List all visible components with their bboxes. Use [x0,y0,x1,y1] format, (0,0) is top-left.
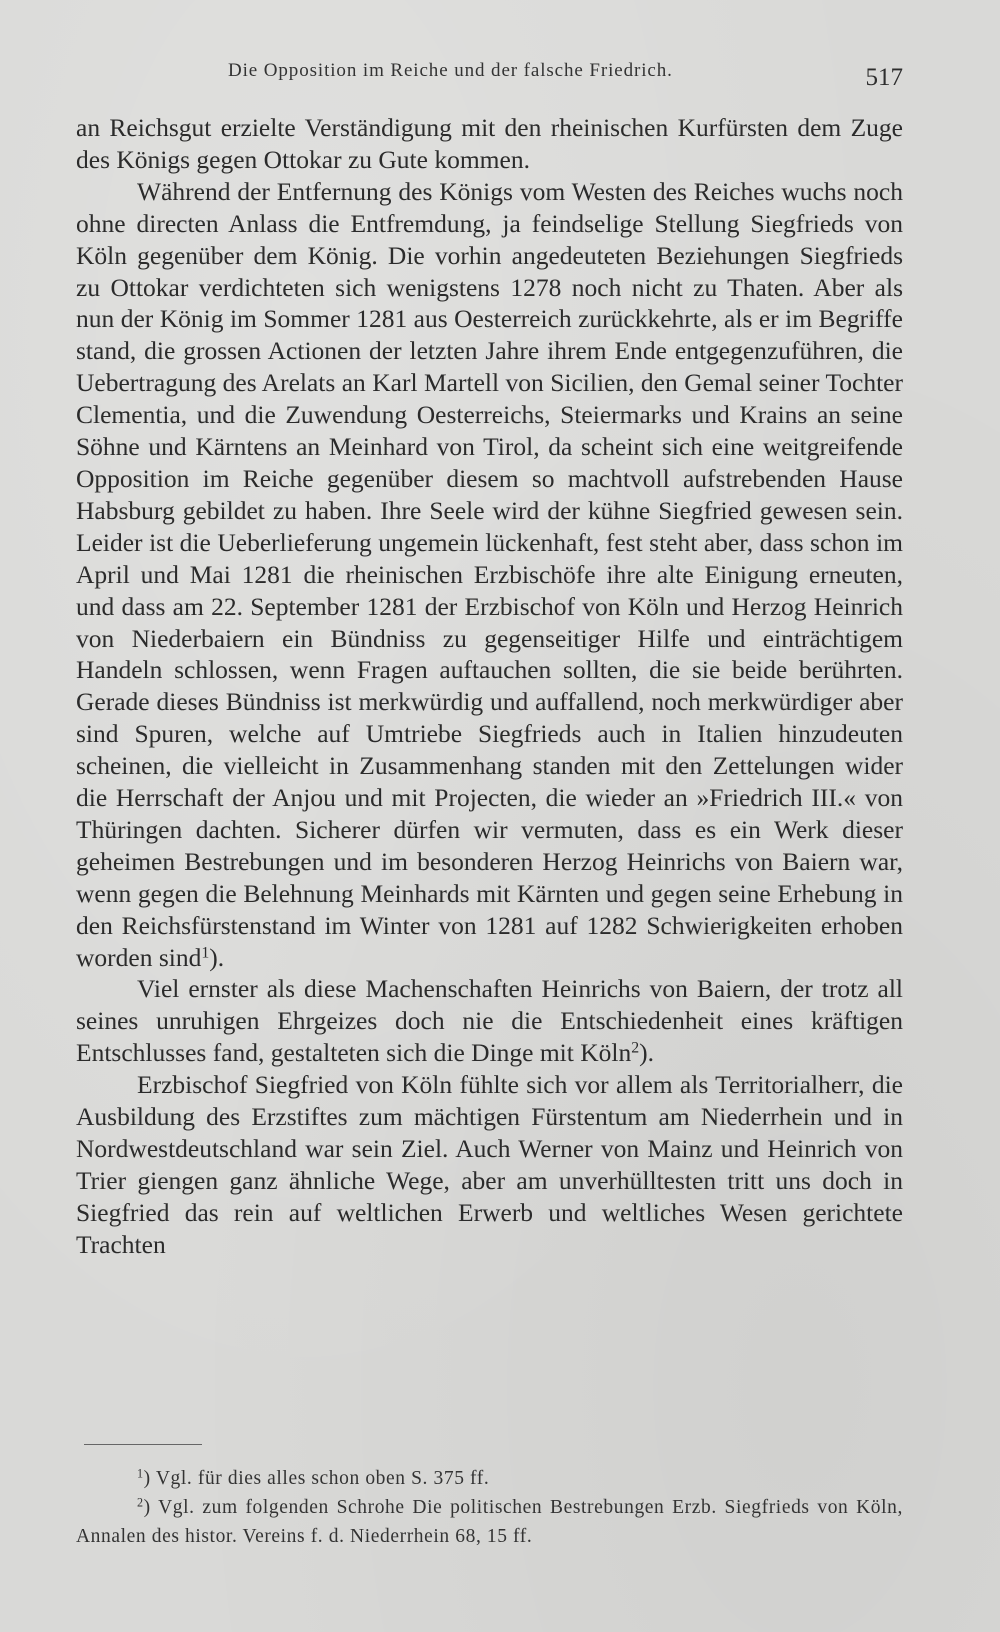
paragraph-text: Viel ernster als diese Machenschaften Heinrichs von Baiern, der trotz all seines unruhigen Ehrgeizes doch nie die Entschiedenheit eines kräftigen Entschlusses fand, gestalteten sich die Dinge mit Köln [76,974,903,1068]
footnote [76,1464,903,1493]
body-text [76,112,903,1261]
running-head: Die Opposition im Reiche und der falsche Friedrich. [228,60,673,81]
paragraph-text: Erzbischof Siegfried von Köln fühlte sich vor allem als Territorialherr, die Ausbildung des Erzstiftes zum mächtigen Fürstentum am Niederrhein und in Nordwestdeutschland war sein Ziel. Auch Werner von Mainz und Heinrich von Trier giengen ganz ähnliche Wege, aber am unverhülltesten tritt uns doch in Siegfried das rein auf weltlichen Erwerb und weltliches Wesen gerichtete Trachten [76,1070,903,1259]
page-number: 517 [865,64,903,91]
paragraph [76,973,903,1069]
footnote-text: ) Vgl. für dies alles schon oben S. 375 ff. [143,1468,490,1489]
footnote-divider [84,1444,202,1445]
paragraph [76,112,903,176]
paragraph-text-end: ). [639,1038,655,1068]
footnote-mark: 2 [137,1495,144,1510]
paragraph [76,1069,903,1260]
paragraph-text: Während der Entfernung des Königs vom Westen des Reiches wuchs noch ohne directen Anlass die Entfremdung, ja feindselige Stellung Siegfrieds von Köln gegenüber dem König. Die vorhin angedeuteten Beziehungen Siegfrieds zu Ottokar verdichteten sich wenigstens 1278 noch nicht zu Thaten. Aber als nun der König im Sommer 1281 aus Oesterreich zurückkehrte, als er im Begriffe stand, die grossen Actionen der letzten Jahre ihrem Ende entgegenzuführen, die Uebertragung des Arelats an Karl Martell von Sicilien, den Gemal seiner Tochter Clementia, und die Zuwendung Oesterreichs, Steiermarks und Krains an seine Söhne und Kärntens an Meinhard von Tirol, da scheint sich eine weitgreifende Opposition im Reiche gegenüber diesem so machtvoll aufstrebenden Hause Habsburg gebildet zu haben. Ihre Seele wird der kühne Siegfried gewesen sein. Leider ist die Ueberlieferung ungemein lückenhaft, fest steht aber, dass schon im April und Mai 1281 die rheinischen Erzbischöfe ihre alte Einigung erneuten, und dass am 22. September 1281 der Erzbischof von Köln und Herzog Heinrich von Niederbaiern ein Bündniss zu gegenseitiger Hilfe und einträchtigem Handeln schlossen, wenn Fragen auftauchen sollten, die sie beide berührten. Gerade dieses Bündniss ist merkwürdig und auffallend, noch merkwürdiger aber sind Spuren, welche auf Umtriebe Siegfrieds auch in Italien hinzudeuten scheinen, die vielleicht in Zusammenhang standen mit den Zettelungen wider die Herrschaft der Anjou und mit Projecten, die wieder an »Friedrich III.« von Thüringen dachten. Sicherer dürfen wir vermuten, dass es ein Werk dieser geheimen Bestrebungen und im besonderen Herzog Heinrichs von Baiern war, wenn gegen die Belehnung Meinhards mit Kärnten und gegen seine Erhebung in den Reichsfürstenstand im Winter von 1281 auf 1282 Schwierigkeiten erhoben worden sind [76,176,903,972]
footnotes [76,1464,903,1551]
paragraph-text: an Reichsgut erzielte Verständigung mit den rheinischen Kurfürsten dem Zuge des Königs gegen Ottokar zu Gute kommen. [76,113,903,174]
footnote-text: ) Vgl. zum folgenden Schrohe Die politischen Bestrebungen Erzb. Siegfrieds von Köln, Annalen des histor. Vereins f. d. Niederrhein 68, 15 ff. [76,1497,903,1547]
footnote-reference[interactable]: 2 [631,1039,640,1057]
footnote [76,1493,903,1551]
paragraph-text-end: ). [209,942,225,972]
footnote-mark: 1 [137,1466,144,1481]
paragraph [76,176,903,974]
footnote-reference[interactable]: 1 [201,943,210,961]
